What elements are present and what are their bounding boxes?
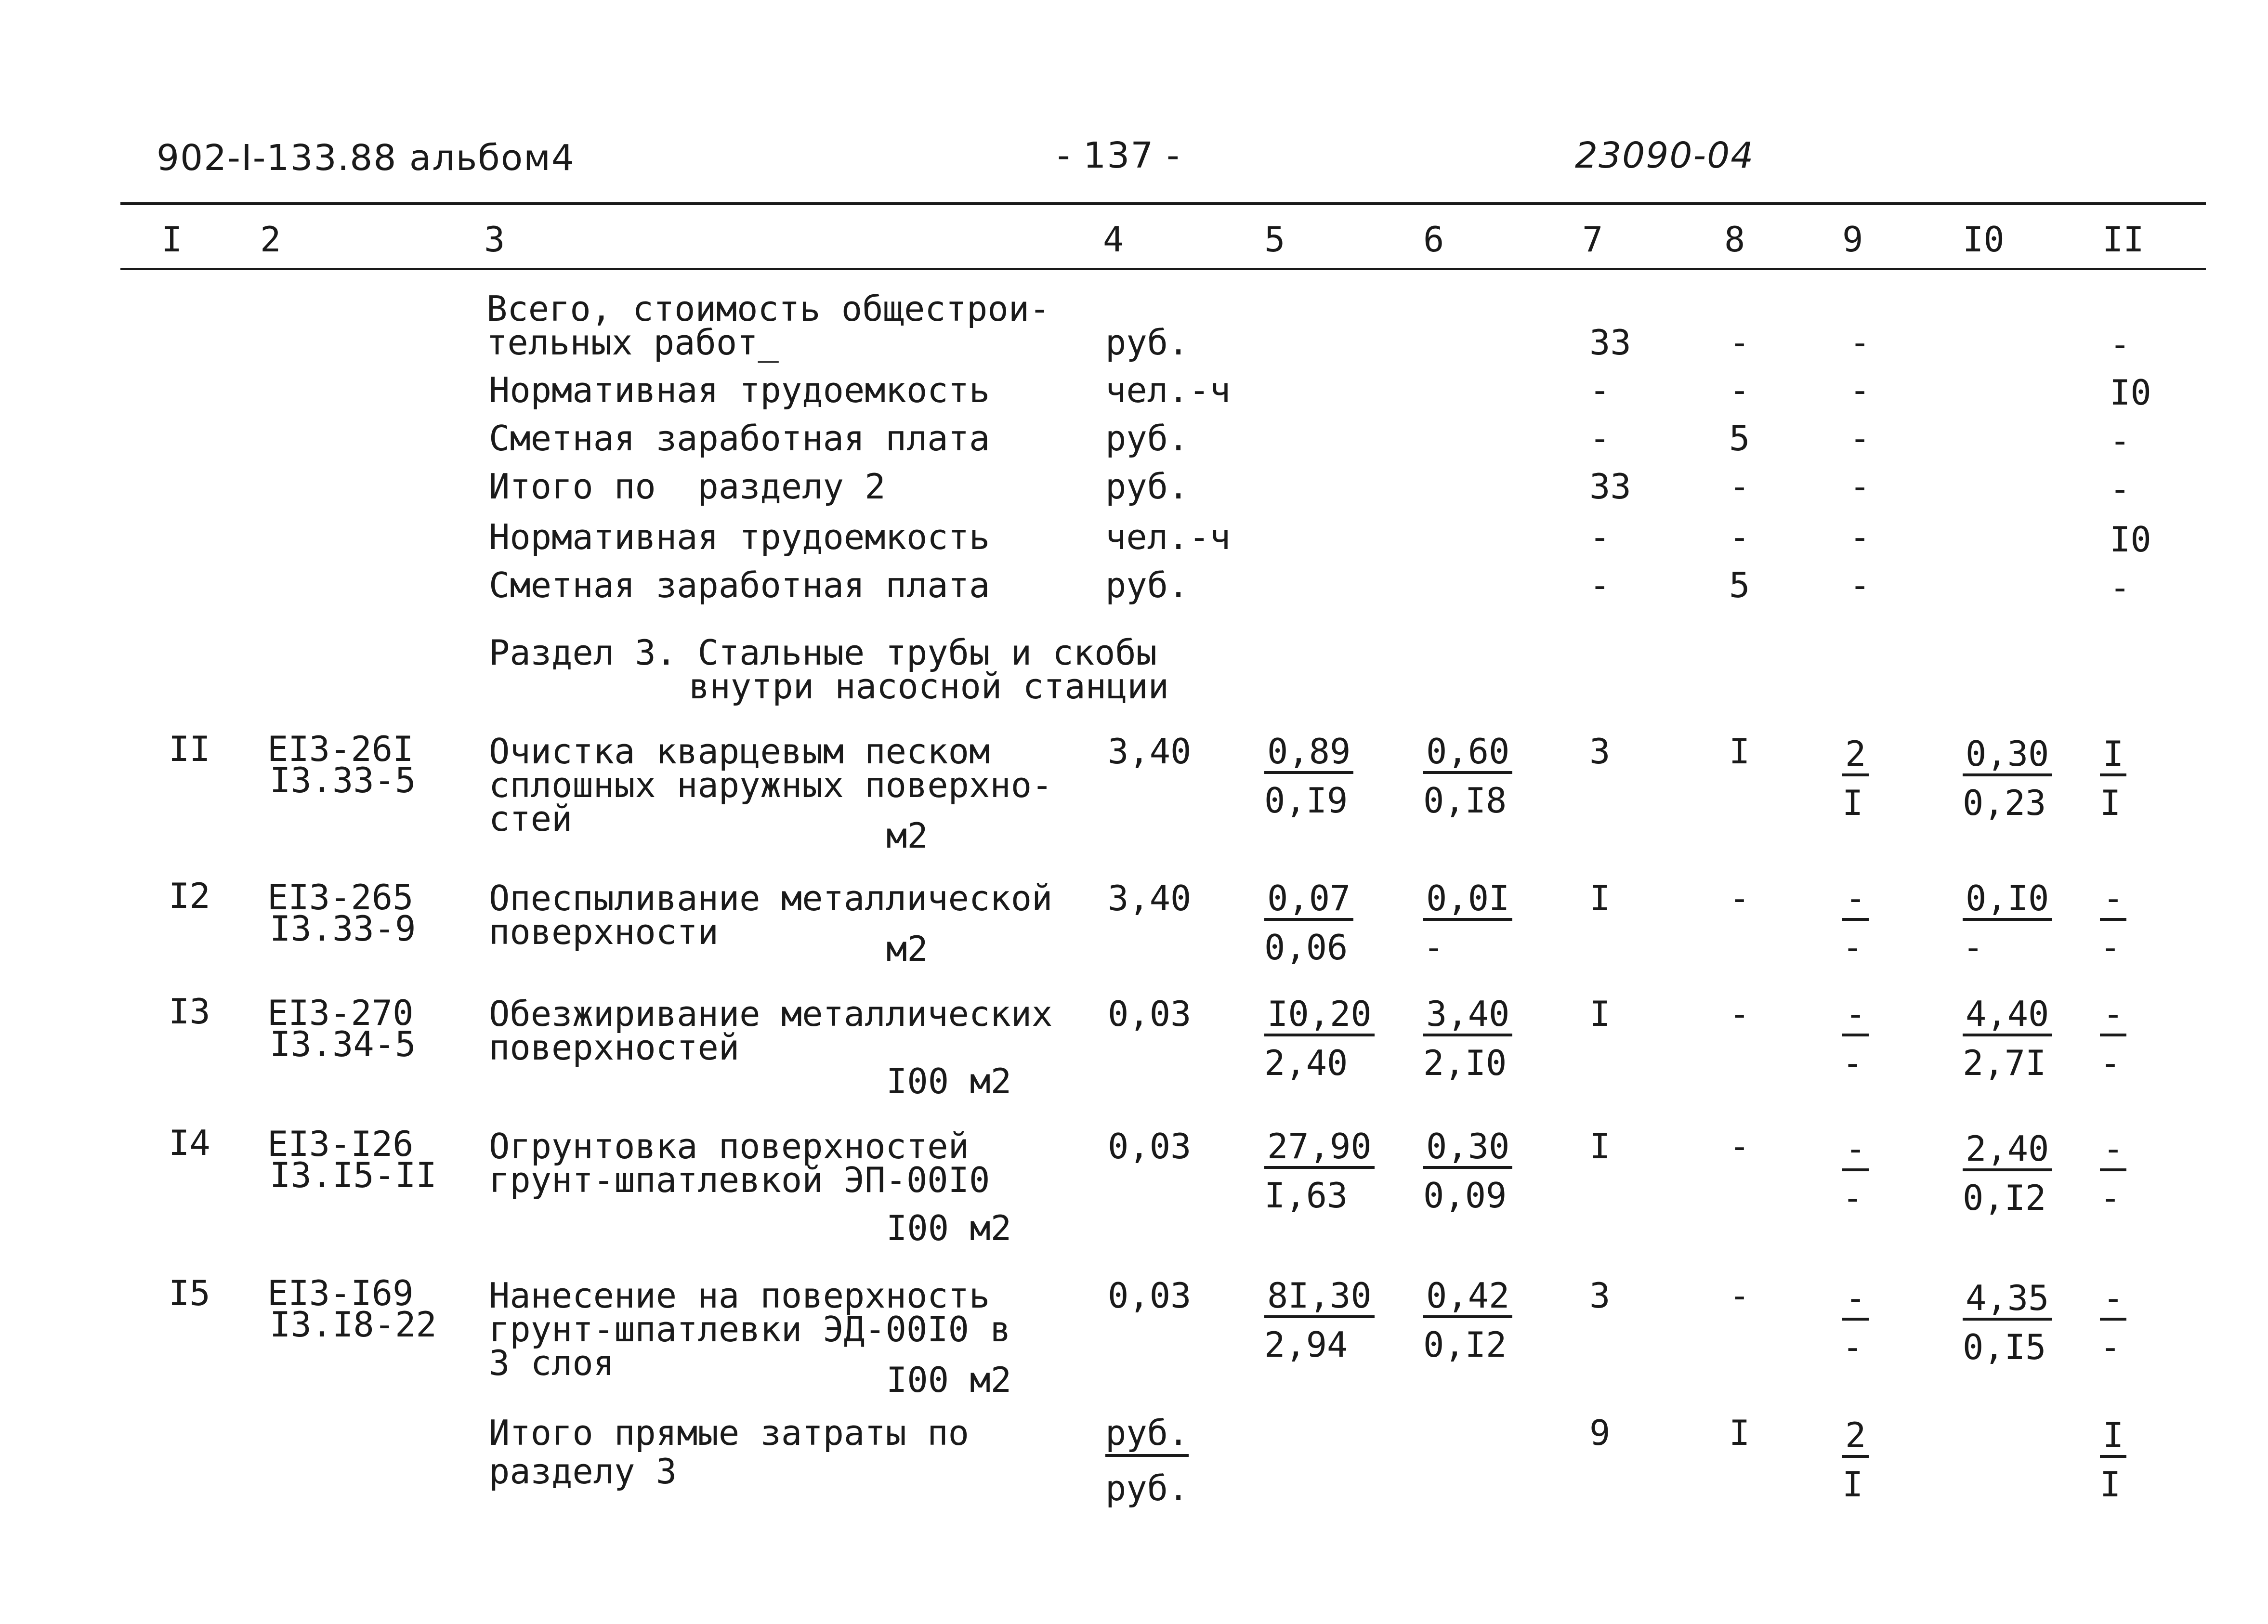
- page-number: - 137 -: [1057, 135, 1180, 176]
- row-c10: $\frac{2,40}{0,I2}$: [1963, 1132, 2052, 1215]
- summary-unit: руб.: [1105, 322, 1189, 363]
- row-number: I5: [169, 1273, 210, 1313]
- summary-text: Нормативная трудоемкость: [489, 517, 990, 557]
- row-c11: - -: [2100, 997, 2126, 1080]
- summary-c7: -: [1589, 517, 1611, 557]
- row-c7: I: [1589, 878, 1611, 918]
- row-c6: $\frac{3,40}{2,I0}$: [1423, 997, 1512, 1080]
- row-c8: -: [1729, 878, 1750, 918]
- row-c8: -: [1729, 1126, 1750, 1166]
- summary-text: тельных работ_: [486, 322, 779, 363]
- row-c6: $\frac{0,30}{0,09}$: [1423, 1129, 1512, 1212]
- col-header-3: 3: [484, 219, 505, 260]
- row-c6: 0,0I -: [1423, 881, 1512, 964]
- document-code: 902-I-133.88 альбом4: [157, 137, 575, 179]
- summary-c9: -: [1849, 565, 1871, 605]
- row-c10: $\frac{4,40}{2,7I}$: [1963, 997, 2052, 1080]
- row-code: I3.I8-22: [270, 1304, 437, 1345]
- col-header-9: 9: [1842, 219, 1863, 260]
- total-description: разделу 3: [489, 1451, 677, 1492]
- total-c7: 9: [1589, 1413, 1611, 1453]
- summary-c9: -: [1849, 466, 1871, 507]
- summary-c8: -: [1729, 466, 1750, 507]
- total-unit: руб.: [1105, 1416, 1189, 1450]
- summary-c11: -: [2110, 420, 2131, 461]
- col-header-11: II: [2102, 219, 2144, 260]
- row-c5: $\frac{27,90}{I,63}$: [1264, 1129, 1375, 1212]
- summary-c7: -: [1589, 565, 1611, 605]
- row-c6: $\frac{0,60}{0,I8}$: [1423, 734, 1512, 817]
- summary-text: Всего, стоимость общестрои-: [486, 288, 1050, 329]
- row-code: I3.33-5: [270, 760, 416, 800]
- row-description: Опеспыливание металлической: [489, 878, 1053, 918]
- summary-c11: I0: [2110, 372, 2151, 413]
- summary-unit: чел.-ч: [1105, 370, 1231, 410]
- summary-c8: -: [1729, 517, 1750, 557]
- summary-text: Сметная заработная плата: [489, 418, 990, 458]
- col-header-10: I0: [1963, 219, 2005, 260]
- summary-c8: -: [1729, 370, 1750, 410]
- row-unit: м2: [886, 815, 928, 856]
- row-description: Огрунтовка поверхностей: [489, 1126, 969, 1166]
- total-unit: руб.: [1105, 1468, 1189, 1508]
- row-unit: I00 м2: [886, 1360, 1012, 1400]
- summary-text: Сметная заработная плата: [489, 565, 990, 605]
- row-c9: - -: [1842, 997, 1869, 1080]
- row-unit: I00 м2: [886, 1061, 1012, 1101]
- summary-c7: 33: [1589, 466, 1631, 507]
- summary-c9: -: [1849, 322, 1871, 363]
- row-c5: $\frac{0,07}{0,06}$: [1264, 881, 1353, 964]
- col-header-1: I: [161, 219, 183, 260]
- row-unit: I00 м2: [886, 1208, 1012, 1248]
- col-header-2: 2: [260, 219, 281, 260]
- row-number: II: [169, 729, 210, 769]
- row-c9: - -: [1842, 1281, 1869, 1364]
- row-description: Обезжиривание металлических: [489, 994, 1053, 1034]
- row-number: I4: [169, 1123, 210, 1163]
- row-description: грунт-шпатлевкой ЭП-00I0: [489, 1160, 990, 1200]
- row-c5: $\frac{0,89}{0,I9}$: [1264, 734, 1353, 817]
- summary-c9: -: [1849, 418, 1871, 458]
- row-c7: I: [1589, 994, 1611, 1034]
- summary-unit: руб.: [1105, 418, 1189, 458]
- row-number: I2: [169, 876, 210, 916]
- row-description: стей: [489, 799, 573, 839]
- section-title: Раздел 3. Стальные трубы и скобы: [489, 632, 1157, 673]
- row-description: сплошных наружных поверхно-: [489, 765, 1053, 805]
- row-c10: $\frac{4,35}{0,I5}$: [1963, 1281, 2052, 1364]
- row-c10: $\frac{0,30}{0,23}$: [1963, 737, 2052, 820]
- col-header-6: 6: [1423, 219, 1444, 260]
- row-qty: 3,40: [1108, 878, 1192, 918]
- summary-unit: чел.-ч: [1105, 517, 1231, 557]
- row-description: грунт-шпатлевки ЭД-00I0 в: [489, 1309, 1011, 1349]
- section-title: внутри насосной станции: [689, 666, 1169, 707]
- row-description: Очистка кварцевым песком: [489, 731, 990, 772]
- summary-c8: 5: [1729, 565, 1750, 605]
- row-c5: $\frac{I0,20}{2,40}$: [1264, 997, 1375, 1080]
- row-code: I3.34-5: [270, 1024, 416, 1064]
- row-qty: 0,03: [1108, 994, 1192, 1034]
- col-header-8: 8: [1724, 219, 1745, 260]
- row-c11: $\frac{I}{I}$: [2100, 737, 2126, 820]
- row-c10: 0,I0 -: [1963, 881, 2052, 964]
- summary-c11: I0: [2110, 519, 2151, 560]
- summary-c11: -: [2110, 567, 2131, 608]
- row-code: ЕI3-I26: [267, 1124, 414, 1164]
- row-c7: 3: [1589, 731, 1611, 772]
- total-c8: I: [1729, 1413, 1750, 1453]
- row-c11: - -: [2100, 881, 2126, 964]
- row-description: поверхности: [489, 912, 719, 952]
- summary-c9: -: [1849, 370, 1871, 410]
- summary-c9: -: [1849, 517, 1871, 557]
- row-unit: м2: [886, 929, 928, 969]
- row-code: I3.I5-II: [270, 1155, 437, 1195]
- row-c11: - -: [2100, 1132, 2126, 1215]
- row-code: ЕI3-I69: [267, 1273, 414, 1313]
- row-number: I3: [169, 991, 210, 1032]
- summary-c11: -: [2110, 469, 2131, 509]
- col-header-7: 7: [1582, 219, 1603, 260]
- row-description: поверхностей: [489, 1027, 740, 1068]
- header-top-rule: [120, 202, 2206, 205]
- project-number: 23090-04: [1575, 135, 1755, 176]
- row-code: I3.33-9: [270, 908, 416, 949]
- row-qty: 0,03: [1108, 1126, 1192, 1166]
- row-c11: - -: [2100, 1281, 2126, 1364]
- summary-c8: -: [1729, 322, 1750, 363]
- row-description: Нанесение на поверхность: [489, 1275, 990, 1316]
- row-qty: 3,40: [1108, 731, 1192, 772]
- row-description: 3 слоя: [489, 1343, 615, 1383]
- row-c9: - -: [1842, 1132, 1869, 1215]
- col-header-5: 5: [1264, 219, 1285, 260]
- row-qty: 0,03: [1108, 1275, 1192, 1316]
- row-c8: -: [1729, 1275, 1750, 1316]
- summary-unit: руб.: [1105, 466, 1189, 507]
- row-code: ЕI3-26I: [267, 729, 414, 769]
- row-c7: 3: [1589, 1275, 1611, 1316]
- row-c8: -: [1729, 994, 1750, 1034]
- col-header-4: 4: [1103, 219, 1124, 260]
- row-code: ЕI3-270: [267, 993, 414, 1033]
- total-c11: $\frac{I}{I}$: [2100, 1418, 2126, 1501]
- summary-text: Итого по разделу 2: [489, 466, 886, 507]
- row-c5: $\frac{8I,30}{2,94}$: [1264, 1279, 1375, 1362]
- total-description: Итого прямые затраты по: [489, 1413, 969, 1453]
- summary-c7: -: [1589, 418, 1611, 458]
- summary-c7: 33: [1589, 322, 1631, 363]
- row-c9: - -: [1842, 881, 1869, 964]
- summary-c11: -: [2110, 324, 2131, 365]
- total-c9: $\frac{2}{I}$: [1842, 1418, 1869, 1501]
- row-c8: I: [1729, 731, 1750, 772]
- summary-c7: -: [1589, 370, 1611, 410]
- summary-text: Нормативная трудоемкость: [489, 370, 990, 410]
- header-bottom-rule: [120, 268, 2206, 270]
- row-c6: $\frac{0,42}{0,I2}$: [1423, 1279, 1512, 1362]
- summary-c8: 5: [1729, 418, 1750, 458]
- row-c9: $\frac{2}{I}$: [1842, 737, 1869, 820]
- summary-unit: руб.: [1105, 565, 1189, 605]
- row-code: ЕI3-265: [267, 877, 414, 917]
- row-c7: I: [1589, 1126, 1611, 1166]
